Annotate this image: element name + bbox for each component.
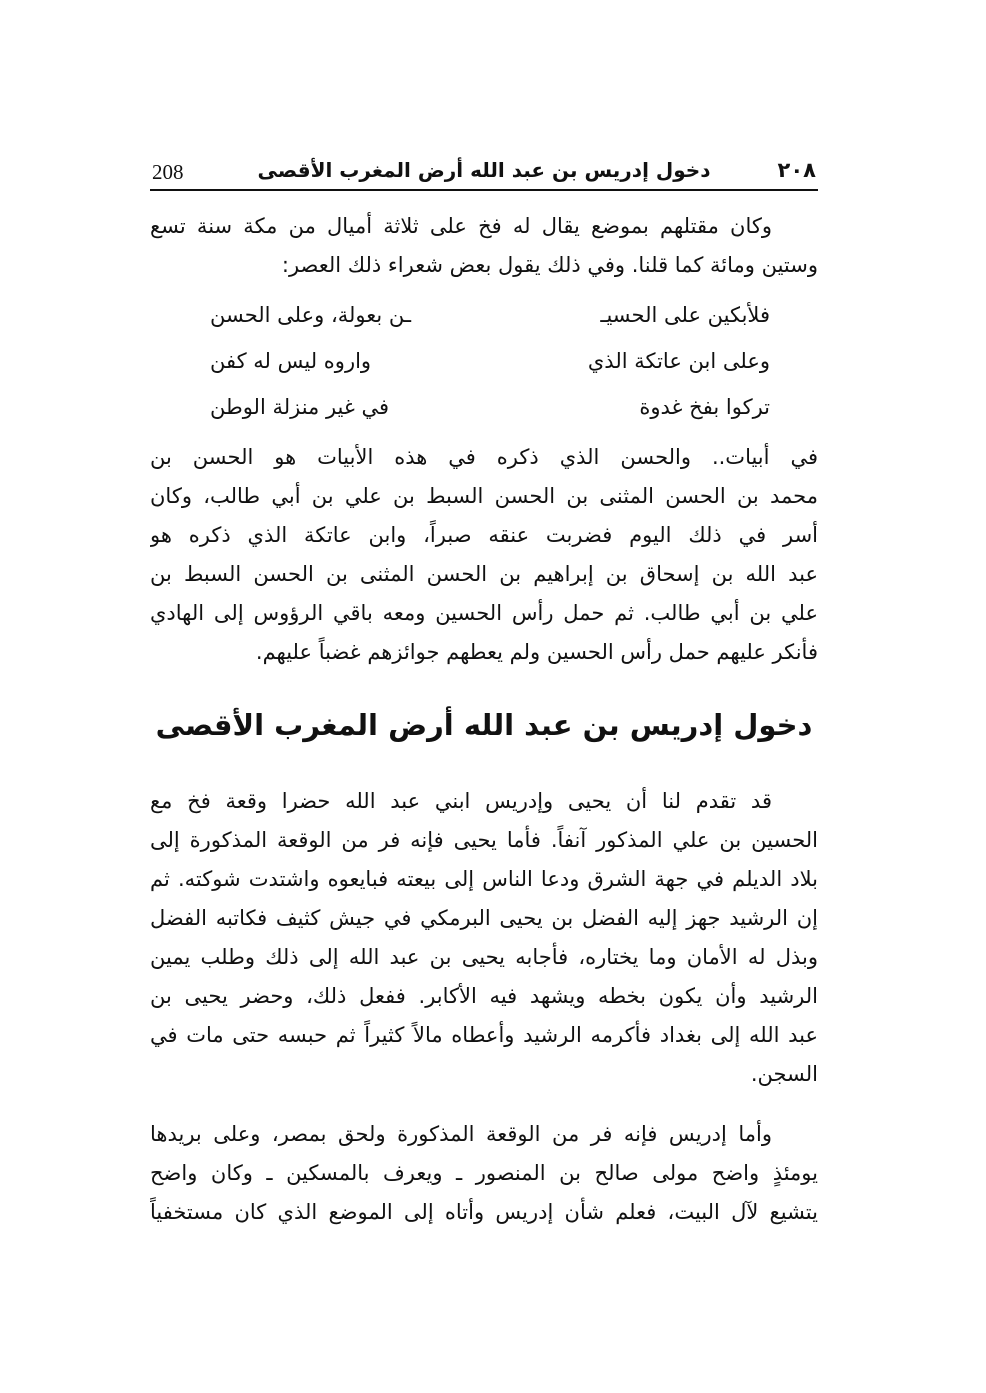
text-line: وستين ومائة كما قلنا. وفي ذلك يقول بعض شعراء ذلك العصر:: [281, 253, 818, 277]
intro-paragraph: [150, 207, 818, 285]
text-line: يومئذٍ واضح مولى صالح بن المنصور ـ ويعرف بالمسكين ـ وكان واضح: [150, 1161, 818, 1185]
verse-second-hemistich: في غير منزلة الوطن: [210, 395, 390, 419]
text-line: وبذل له الأمان وما يختاره، فأجابه يحيى بن عبد الله إلى ذلك وطلب يمين: [150, 945, 818, 969]
after-poem-paragraph: [150, 438, 818, 672]
verse-second-hemistich: ـن بعولة، وعلى الحسن: [210, 303, 412, 327]
text-line: قد تقدم لنا أن يحيى وإدريس ابني عبد الله حضرا وقعة فخ مع: [150, 789, 772, 813]
text-line: إن الرشيد جهز إليه الفضل بن يحيى البرمكي في جيش كثيف فكاتبه الفضل: [150, 906, 818, 930]
text-line: عبد الله إلى بغداد فأكرمه الرشيد وأعطاه مالاً كثيراً ثم حبسه حتى مات في: [150, 1023, 818, 1047]
poem-verse: [210, 384, 770, 430]
yahya-paragraph: [150, 782, 818, 1094]
verse-first-hemistich: فلأبكين على الحسيـ: [600, 303, 770, 327]
poem-verse: [210, 292, 770, 338]
section-heading: دخول إدريس بن عبد الله أرض المغرب الأقصى: [155, 708, 813, 742]
text-line: وأما إدريس فإنه فر من الوقعة المذكورة ولحق بمصر، وعلى بريدها: [150, 1122, 772, 1146]
running-title: دخول إدريس بن عبد الله أرض المغرب الأقصى: [257, 158, 711, 182]
text-line: أسر في ذلك اليوم فضربت عنقه صبراً، وابن عاتكة الذي ذكره هو: [150, 523, 818, 547]
header-rule: [150, 189, 818, 191]
text-line: بلاد الديلم في جهة الشرق ودعا الناس إلى بيعته فبايعوه واشتدت شوكته. ثم: [150, 867, 818, 891]
text-line: علي بن أبي طالب. ثم حمل رأس الحسين ومعه باقي الرؤوس إلى الهادي: [150, 601, 818, 625]
idris-paragraph: [150, 1115, 818, 1232]
page-number-arabic: ٢٠٨: [777, 158, 816, 182]
text-line: عبد الله بن إسحاق بن إبراهيم بن الحسن المثنى بن الحسن السبط بن: [150, 562, 818, 586]
text-line: وكان مقتلهم بموضع يقال له فخ على ثلاثة أميال من مكة سنة تسع: [150, 214, 772, 238]
text-line: فأنكر عليهم حمل رأس الحسين ولم يعطهم جوائزهم غضباً عليهم.: [255, 640, 818, 664]
text-line: السجن.: [750, 1062, 818, 1086]
text-line: الحسين بن علي المذكور آنفاً. فأما يحيى فإنه فر من الوقعة المذكورة إلى: [150, 828, 818, 852]
text-line: في أبيات.. والحسن الذي ذكره في هذه الأبيات هو الحسن بن: [150, 445, 818, 469]
page-number-latin: 208: [152, 160, 184, 184]
verse-first-hemistich: تركوا بفخ غدوة: [639, 395, 770, 419]
text-line: محمد بن الحسن المثنى بن الحسن السبط بن علي بن أبي طالب، وكان: [150, 484, 818, 508]
text-line: الرشيد وأن يكون بخطه ويشهد فيه الأكابر. ففعل ذلك، وحضر يحيى بن: [150, 984, 818, 1008]
page-header: [150, 152, 818, 188]
verse-second-hemistich: واروه ليس له كفن: [210, 349, 372, 373]
text-line: يتشيع لآل البيت، فعلم شأن إدريس وأتاه إلى الموضع الذي كان مستخفياً: [150, 1200, 818, 1224]
verse-first-hemistich: وعلى ابن عاتكة الذي: [587, 349, 770, 373]
poem-verse: [210, 338, 770, 384]
poem: [210, 292, 770, 430]
